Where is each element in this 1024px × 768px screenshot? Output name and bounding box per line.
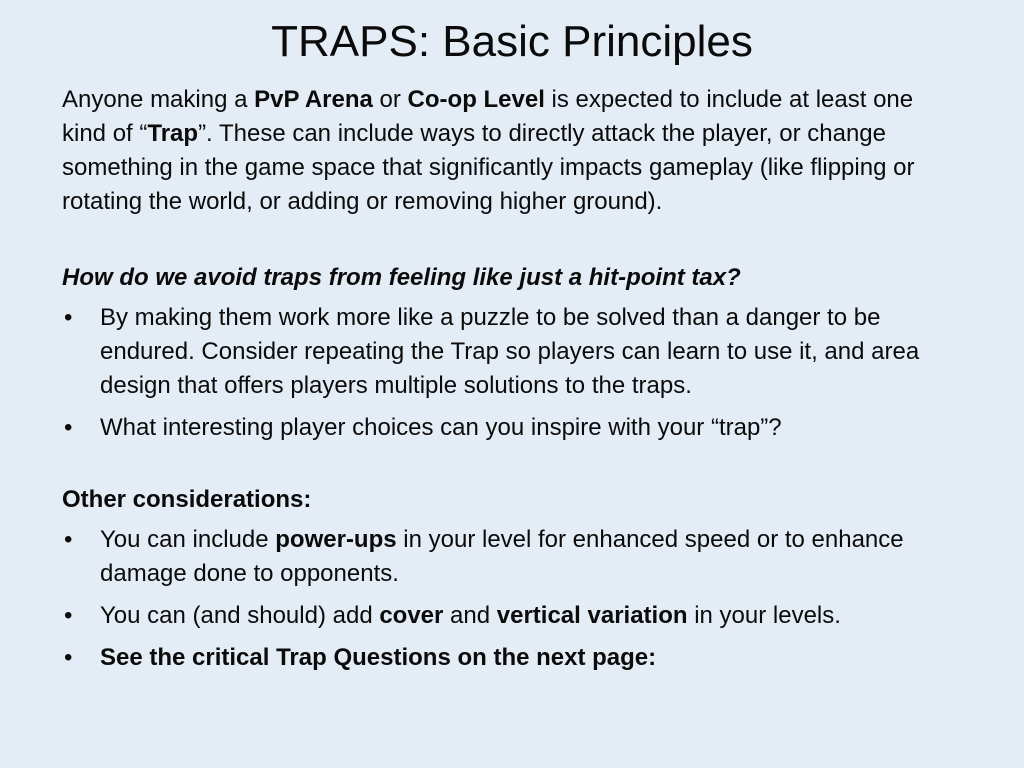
slide-title: TRAPS: Basic Principles <box>271 17 753 66</box>
vertical-variation-term: vertical variation <box>496 602 688 629</box>
intro-text-2: or <box>372 86 408 113</box>
bullet-icon: • <box>64 644 73 671</box>
list-item-text <box>100 602 841 629</box>
list-item-text-part: and <box>443 602 497 629</box>
list-item-text-part: You can include <box>100 526 276 553</box>
list-item <box>62 641 962 675</box>
intro-coop-level: Co-op Level <box>407 86 545 113</box>
list-item <box>62 523 962 591</box>
slide-body <box>62 83 962 683</box>
power-ups-term: power-ups <box>275 526 397 553</box>
intro-text-3: is expected to include at least one kind of “ <box>62 86 914 147</box>
intro-pvp-arena: PvP Arena <box>254 86 373 113</box>
intro-text-1: Anyone making a <box>62 86 255 113</box>
intro-text-4: ”. These can include ways to directly attack the player, or change something in the game space that significantly impacts gameplay (like flipping or rotating the world, or adding or removing higher ground). <box>62 120 915 215</box>
list-item-text: See the critical Trap Questions on the next page: <box>100 644 657 671</box>
traps-bullet-list <box>62 301 962 445</box>
list-item-text: What interesting player choices can you inspire with your “trap”? <box>100 414 782 441</box>
bullet-icon: • <box>64 526 73 553</box>
bullet-icon: • <box>64 304 73 331</box>
bullet-icon: • <box>64 414 73 441</box>
list-item <box>62 599 962 633</box>
list-item <box>62 411 962 445</box>
bullet-icon: • <box>64 602 73 629</box>
section-heading-traps: How do we avoid traps from feeling like just a hit-point tax? <box>62 264 741 291</box>
list-item-text-part: in your levels. <box>687 602 841 629</box>
intro-paragraph <box>62 83 962 219</box>
considerations-bullet-list <box>62 523 962 675</box>
list-item-text-part: You can (and should) add <box>100 602 380 629</box>
list-item-text <box>100 526 904 587</box>
section-heading-considerations: Other considerations: <box>62 486 312 513</box>
intro-trap: Trap <box>147 120 199 147</box>
list-item-text-part: in your level for enhanced speed or to enhance damage done to opponents. <box>100 526 904 587</box>
list-item-text: By making them work more like a puzzle to be solved than a danger to be endured. Consider repeating the Trap so players can learn to use it, and area design that offers players multiple solutions to the traps. <box>100 304 920 399</box>
cover-term: cover <box>379 602 444 629</box>
list-item <box>62 301 962 403</box>
